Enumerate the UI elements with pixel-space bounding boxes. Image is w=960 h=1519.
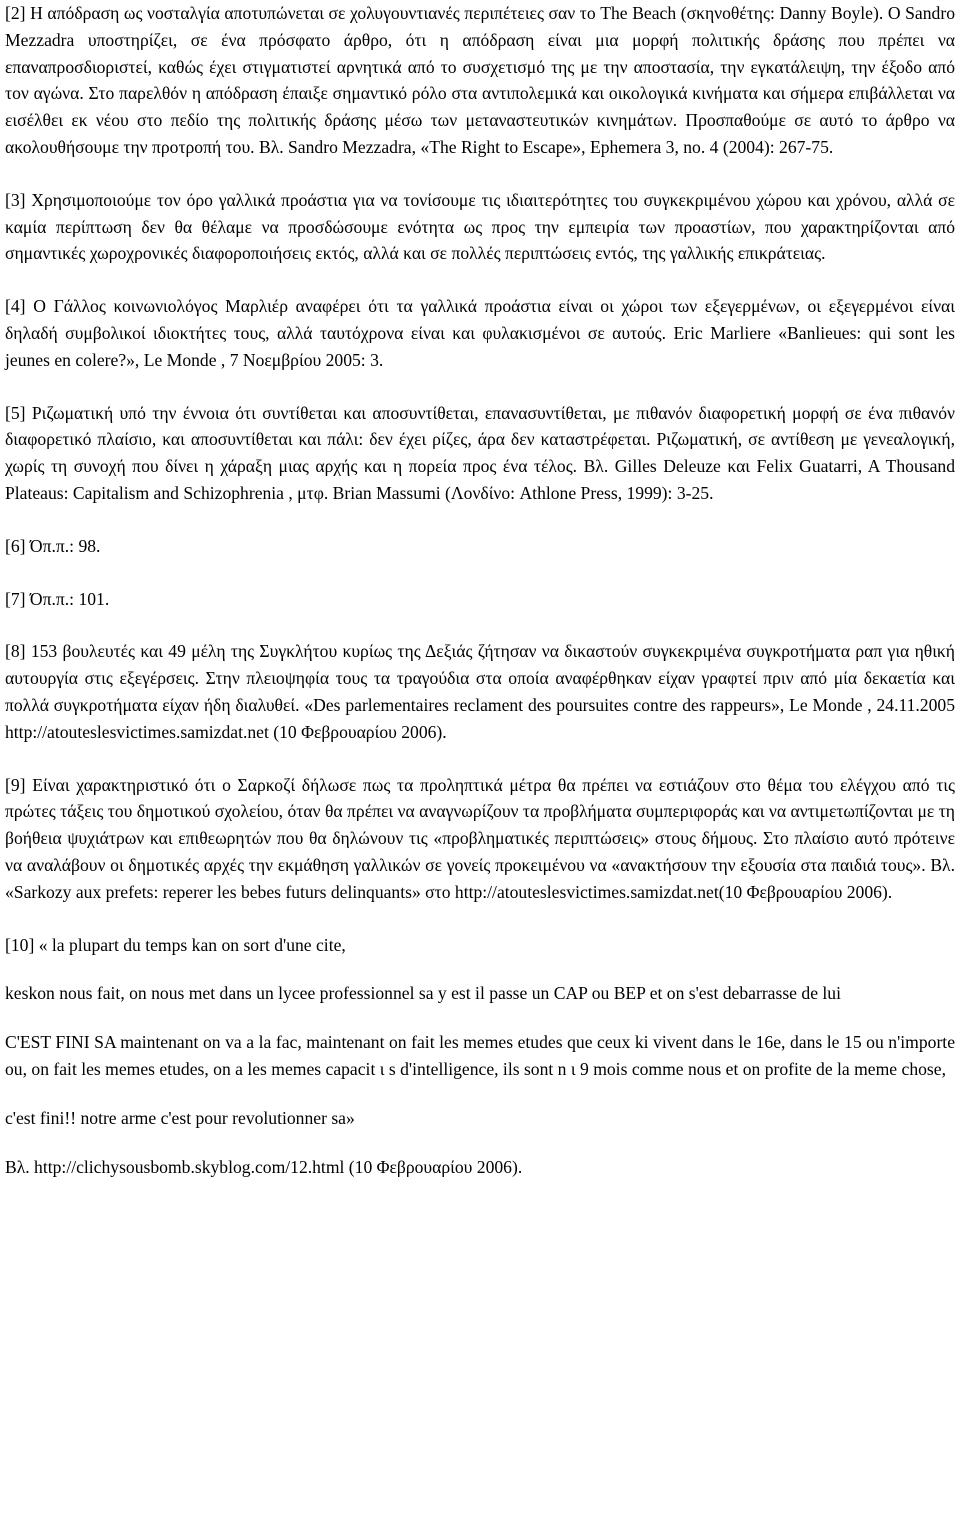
footnote-6: [6] Όπ.π.: 98. (5, 535, 101, 556)
footnote-10-line-4: c'est fini!! notre arme c'est pour revolutionner sa» (5, 1107, 355, 1128)
footnote-3: [3] Χρησιμοποιούμε τον όρο γαλλικά προάστια για να τονίσουμε τις ιδιαιτερότητες του συγκεκριμένου χώρου και χρόνου, αλλά σε καμία περίπτωση δεν θα θέλαμε να προσδώσουμε ενότητα ως προς την εμπειρία των προαστίων, που χαρακτηρίζονται από σημαντικές χωροχρονικές διαφοροποιήσεις εκτός, αλλά και σε πολλές περιπτώσεις εντός, της γαλλικής επικράτειας. (5, 189, 955, 264)
footnote-9: [9] Είναι χαρακτηριστικό ότι ο Σαρκοζί δήλωσε πως τα προληπτικά μέτρα θα πρέπει να εστιάζουν στο θέμα του ελέγχου από τις πρώτες τάξεις του δημοτικού σχολείου, όταν θα πρέπει να αναγνωρίζουν τα προβλήματα συμπεριφοράς και να αντιμετωπίζονται με τη βοήθεια ψυχιάτρων και επιθεωρητών που θα δηλώνουν τις «προβληματικές περιπτώσεις» στους δήμους. Στο πλαίσιο αυτό πρότεινε να αναλάβουν οι δημοτικές αρχές την εκμάθηση γαλλικών σε γονείς προκειμένου να «ανακτήσουν την εξουσία στα παιδιά τους». Βλ. «Sarkozy aux prefets: reperer les bebes futurs delinquants» στο http://atouteslesvictimes.samizdat.net(10 Φεβρουαρίου 2006). (5, 774, 955, 902)
footnote-10-line-2: keskon nous fait, on nous met dans un lycee professionnel sa y est il passe un CAP ou BEP et on s'est debarrasse de lui (5, 983, 841, 1004)
footnote-4: [4] Ο Γάλλος κοινωνιολόγος Μαρλιέρ αναφέρει ότι τα γαλλικά προάστια είναι οι χώροι των εξεγερμένων, οι εξεγερμένοι είναι δηλαδή συμβολικοί ιδιοκτήτες τους, αλλά ταυτόχρονα είναι και φυλακισμένοι σε αυτούς. Eric Marliere «Banlieues: qui sont les jeunes en colere?», Le Monde , 7 Νοεμβρίου 2005: 3. (5, 296, 955, 370)
footnote-10-line-1: [10] « la plupart du temps kan on sort d'une cite, (5, 934, 346, 955)
footnote-2: [2] Η απόδραση ως νοσταλγία αποτυπώνεται σε χολυγουντιανές περιπέτειες σαν το The Beach (σκηνοθέτης: Danny Boyle). Ο Sandro Mezzadra υποστηρίζει, σε ένα πρόσφατο άρθρο, ότι η απόδραση είναι μια μορφή πολιτικής δράσης που πρέπει να επαναπροσδιοριστεί, καθώς έχει στιγματιστεί αρνητικά από το συσχετισμό της με την αποστασία, την εγκατάλειψη, την έξοδο από τον αγώνα. Στο παρελθόν η απόδραση έπαιξε σημαντικό ρόλο στα αντιπολεμικά και οικολογικά κινήματα και σήμερα επιβάλλεται να εισέλθει εκ νέου στο πεδίο της πολιτικής δράσης μέσω των μεταναστευτικών κινημάτων. Προσπαθούμε σε αυτό το άρθρο να ακολουθήσουμε την προτροπή του. Βλ. Sandro Mezzadra, «The Right to Escape», Ephemera 3, no. 4 (2004): 267-75. (5, 3, 955, 157)
footnote-5: [5] Ριζωματική υπό την έννοια ότι συντίθεται και αποσυντίθεται, επανασυντίθεται, με πιθανόν διαφορετική μορφή σε ένα πιθανόν διαφορετικό πλαίσιο, και αποσυντίθεται και πάλι: δεν έχει ρίζες, άρα δεν καταστρέφεται. Ριζωματική, σε αντίθεση με γενεαλογική, χωρίς τη συνοχή που δίνει η χάραξη μιας αρχής και η πορεία προς ένα τέλος. Βλ. Gilles Deleuze και Felix Guatarri, A Thousand Plateaus: Capitalism and Schizophrenia , μτφ. Brian Massumi (Λονδίνο: Athlone Press, 1999): 3-25. (5, 402, 955, 503)
footnote-7: [7] Όπ.π.: 101. (5, 588, 110, 609)
footnote-10-source: Βλ. http://clichysousbomb.skyblog.com/12.html (10 Φεβρουαρίου 2006). (5, 1156, 523, 1177)
footnotes-page (5, 0, 955, 1180)
footnote-8: [8] 153 βουλευτές και 49 μέλη της Συγκλήτου κυρίως της Δεξιάς ζήτησαν να δικαστούν συγκεκριμένα συγκροτήματα ραπ για ηθική αυτουργία στις εξεγέρσεις. Στην πλειοψηφία τους τα τραγούδια στα οποία αναφέρθηκαν είχαν γραφτεί πριν από μία δεκαετία και πολλά συγκροτήματα είχαν ήδη διαλυθεί. «Des parlementaires reclament des poursuites contre des rappeurs», Le Monde , 24.11.2005 http://atouteslesvictimes.samizdat.net (10 Φεβρουαρίου 2006). (5, 641, 955, 742)
footnote-10-line-3: C'EST FINI SA maintenant on va a la fac, maintenant on fait les memes etudes que ceux ki vivent dans le 16e, dans le 15 ou n'importe ou, on fait les memes etudes, on a les memes capacit ι s d'intelligence, ils sont n ι 9 mois comme nous et on profite de la meme chose, (5, 1032, 955, 1079)
